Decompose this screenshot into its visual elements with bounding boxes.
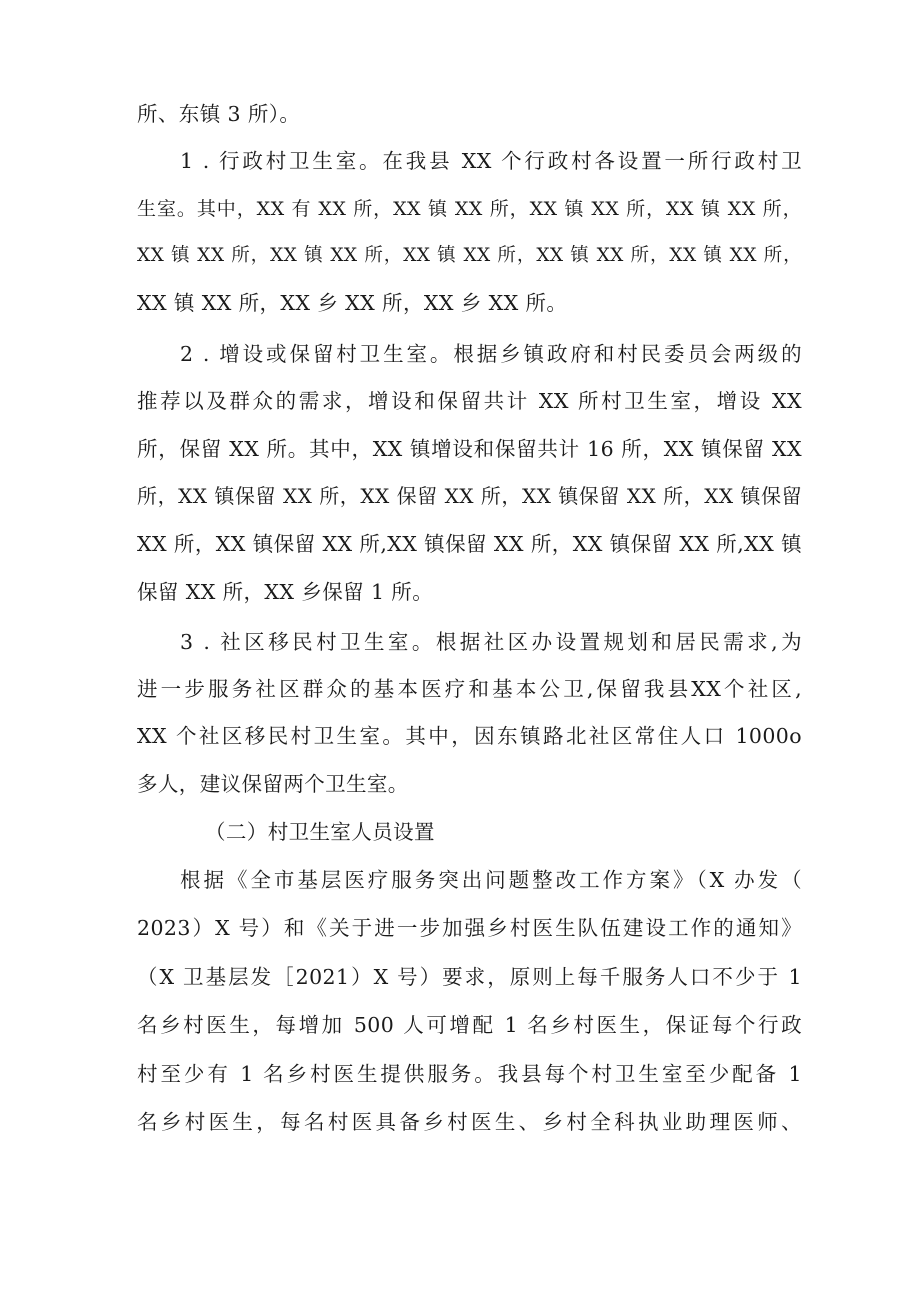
text-line: 所，XX 镇保留 XX 所，XX 保留 XX 所，XX 镇保留 XX 所，XX 镇保留 — [137, 484, 802, 508]
text-line: 1 . 行政村卫生室。在我县 XX 个行政村各设置一所行政村卫 — [180, 149, 802, 173]
text-line: XX 镇 XX 所，XX 镇 XX 所，XX 镇 XX 所，XX 镇 XX 所，XX 镇 XX 所， — [137, 245, 802, 266]
section-heading: （二）村卫生室人员设置 — [205, 820, 435, 844]
text-line: （X 卫基层发［2021）X 号）要求，原则上每千服务人口不少于 1 — [137, 965, 802, 989]
text-line: 2 . 增设或保留村卫生室。根据乡镇政府和村民委员会两级的 — [180, 342, 802, 366]
text-line: 多人，建议保留两个卫生室。 — [137, 772, 409, 796]
text-line: 所，保留 XX 所。其中，XX 镇增设和保留共计 16 所，XX 镇保留 XX — [137, 437, 802, 461]
text-line: 进一步服务社区群众的基本医疗和基本公卫,保留我县XX个社区, — [137, 677, 802, 701]
text-line: XX 镇 XX 所，XX 乡 XX 所，XX 乡 XX 所。 — [137, 291, 568, 315]
text-line: 名乡村医生，每名村医具备乡村医生、乡村全科执业助理医师、 — [137, 1110, 802, 1134]
text-line: XX 所，XX 镇保留 XX 所,XX 镇保留 XX 所，XX 镇保留 XX 所,XX 镇 — [137, 532, 802, 556]
text-line: 3 . 社区移民村卫生室。根据社区办设置规划和居民需求,为 — [180, 630, 802, 654]
text-line: 推荐以及群众的需求，增设和保留共计 XX 所村卫生室，增设 XX — [137, 389, 802, 413]
text-line: 根据《全市基层医疗服务突出问题整改工作方案》（X 办发（ — [180, 868, 802, 892]
text-line: 名乡村医生，每增加 500 人可增配 1 名乡村医生，保证每个行政 — [137, 1013, 802, 1037]
text-line: 生室。其中，XX 有 XX 所，XX 镇 XX 所，XX 镇 XX 所，XX 镇 XX 所， — [137, 198, 802, 220]
text-line: XX 个社区移民村卫生室。其中，因东镇路北社区常住人口 1000o — [137, 724, 802, 748]
text-line: 所、东镇 3 所）。 — [137, 102, 301, 126]
text-line: 2023）X 号）和《关于进一步加强乡村医生队伍建设工作的通知》 — [137, 916, 802, 940]
text-line: 保留 XX 所，XX 乡保留 1 所。 — [137, 580, 434, 604]
text-line: 村至少有 1 名乡村医生提供服务。我县每个村卫生室至少配备 1 — [137, 1062, 802, 1086]
